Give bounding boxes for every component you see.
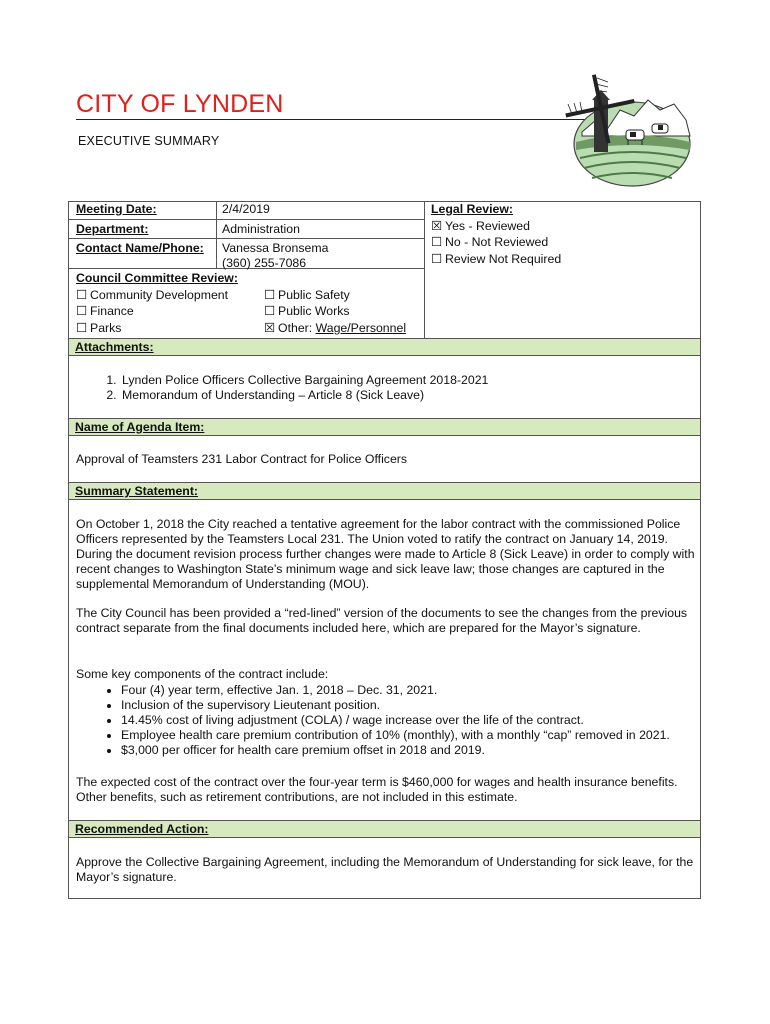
list-item: • $3,000 per officer for health care premium offset in 2018 and 2019. bbox=[121, 743, 736, 758]
checkbox-parks[interactable]: ☐ Parks bbox=[76, 321, 122, 335]
checkbox-public-safety[interactable]: ☐ Public Safety bbox=[264, 288, 350, 302]
legal-divider bbox=[424, 201, 425, 338]
committee-review-label: Council Committee Review: bbox=[76, 271, 238, 285]
checkbox-finance[interactable]: ☐ Finance bbox=[76, 304, 134, 318]
key-components-list bbox=[76, 683, 736, 758]
department-value: Administration bbox=[222, 222, 300, 236]
contact-label: Contact Name/Phone: bbox=[76, 241, 204, 255]
attachments-list bbox=[76, 373, 488, 403]
legal-review-label: Legal Review: bbox=[431, 202, 514, 216]
summary-paragraph: The City Council has been provided a “red-lined” version of the documents to see the changes from the previous contract separate from the final documents included here, which are prepared for the Mayor’s signature. bbox=[76, 606, 688, 635]
summary-paragraph: On October 1, 2018 the City reached a tentative agreement for the labor contract with the commissioned Police Officers represented by the Teamsters Local 231. The Union voted to ratify the contract on January 14, 2019. During the document revision process further changes were made to Article 8 (Sick Leave) in order to comply with recent changes to Washington State’s minimum wage and sick leave law; those changes are captured in the supplemental Memorandum of Understanding (MOU). bbox=[76, 517, 695, 591]
city-logo bbox=[556, 70, 700, 190]
checkbox-other[interactable]: ☒ Other: Wage/Personnel bbox=[264, 321, 407, 335]
checkbox-public-works[interactable]: ☐ Public Works bbox=[264, 304, 350, 318]
contact-name: Vanessa Bronsema bbox=[222, 241, 329, 255]
row-divider bbox=[69, 219, 424, 220]
list-item: • Inclusion of the supervisory Lieutenant position. bbox=[121, 698, 736, 713]
page-subtitle: EXECUTIVE SUMMARY bbox=[78, 134, 220, 148]
checkbox-legal-yes[interactable]: ☒ Yes - Reviewed bbox=[431, 219, 530, 233]
summary-header: Summary Statement: bbox=[69, 482, 700, 500]
attachments-header: Attachments: bbox=[69, 338, 700, 356]
attachment-item: 1. Lynden Police Officers Collective Bargaining Agreement 2018-2021 bbox=[120, 373, 488, 388]
agenda-item-text: Approval of Teamsters 231 Labor Contract for Police Officers bbox=[76, 452, 408, 466]
attachment-item: 2. Memorandum of Understanding – Article 8 (Sick Leave) bbox=[120, 388, 488, 403]
summary-paragraph: Some key components of the contract include: bbox=[76, 667, 329, 681]
checkbox-community-development[interactable]: ☐ Community Development bbox=[76, 288, 229, 302]
meeting-date-value: 2/4/2019 bbox=[222, 202, 270, 216]
summary-paragraph: The expected cost of the contract over the four-year term is $460,000 for wages and health insurance benefits. Other benefits, such as retirement contributions, are not included in this estimate. bbox=[76, 775, 678, 804]
list-item: • 14.45% cost of living adjustment (COLA) / wage increase over the life of the contract. bbox=[121, 713, 736, 728]
checkbox-legal-not-required[interactable]: ☐ Review Not Required bbox=[431, 252, 562, 266]
meeting-date-label: Meeting Date: bbox=[76, 202, 157, 216]
page-title: CITY OF LYNDEN bbox=[76, 90, 284, 118]
list-item: • Four (4) year term, effective Jan. 1, 2018 – Dec. 31, 2021. bbox=[121, 683, 736, 698]
column-divider bbox=[216, 201, 217, 268]
recommended-action-header: Recommended Action: bbox=[69, 820, 700, 838]
department-label: Department: bbox=[76, 222, 149, 236]
agenda-item-header: Name of Agenda Item: bbox=[69, 418, 700, 436]
checkbox-legal-no[interactable]: ☐ No - Not Reviewed bbox=[431, 235, 549, 249]
list-item: • Employee health care premium contribution of 10% (monthly), with a monthly “cap” removed in 2021. bbox=[121, 728, 736, 743]
contact-phone: (360) 255-7086 bbox=[222, 256, 307, 270]
title-divider bbox=[76, 119, 588, 120]
row-divider bbox=[69, 238, 424, 239]
recommended-action-text: Approve the Collective Bargaining Agreement, including the Memorandum of Understanding for sick leave, for the Mayor’s signature. bbox=[76, 855, 694, 884]
